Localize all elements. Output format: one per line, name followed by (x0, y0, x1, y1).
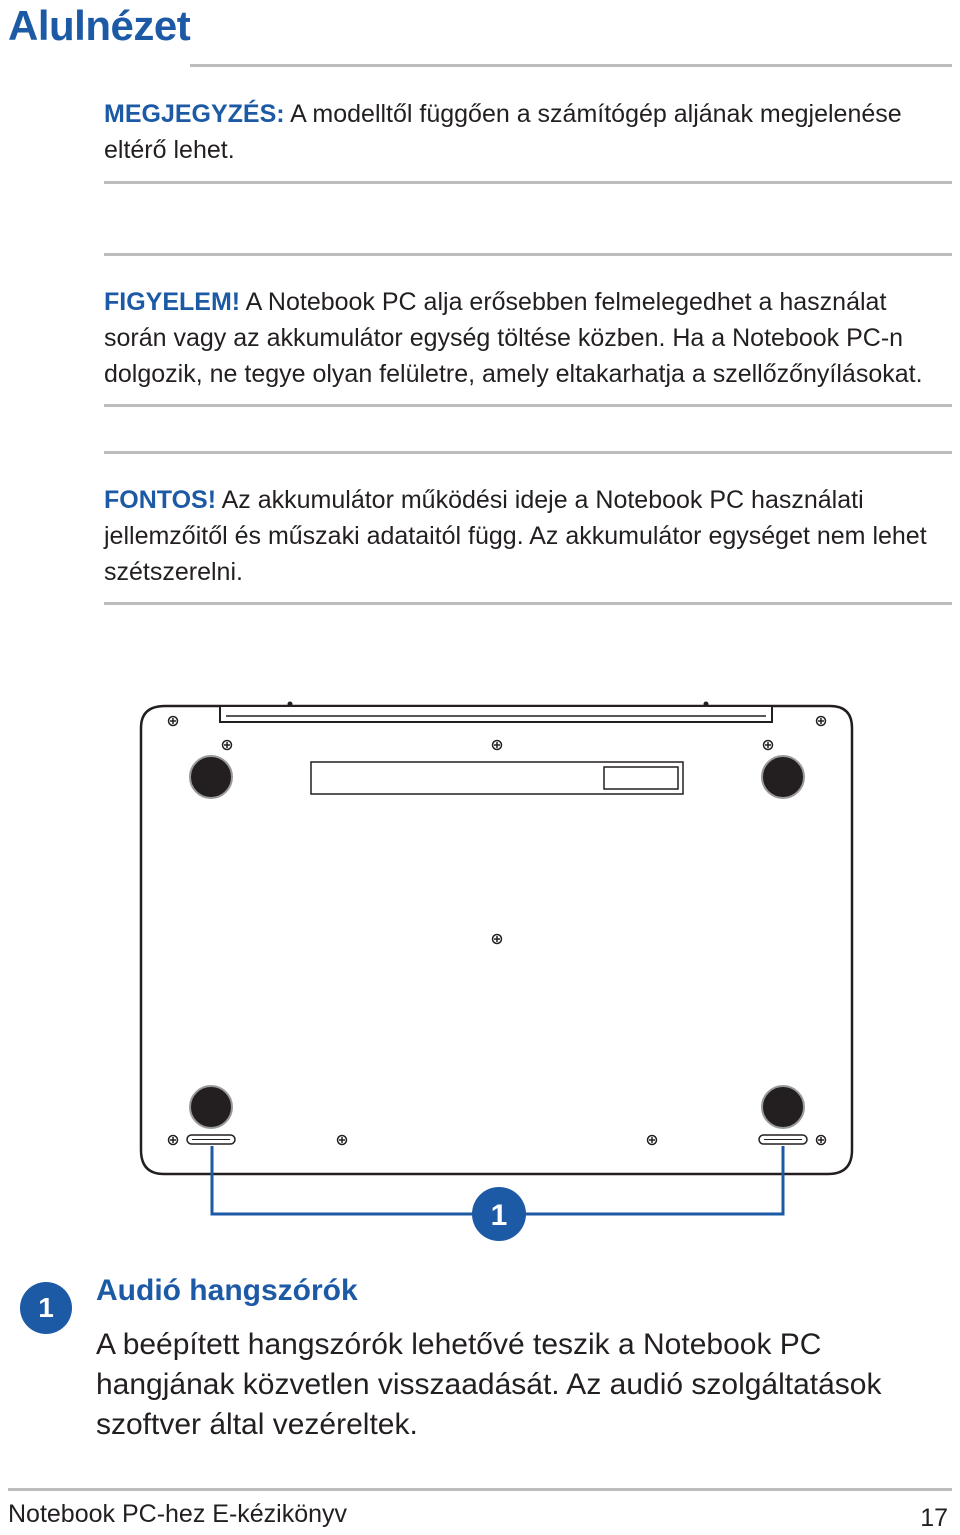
screw-icon (648, 1136, 657, 1145)
note-divider (104, 404, 952, 407)
legend-title: Audió hangszórók (96, 1274, 358, 1307)
laptop-bottom-diagram (0, 690, 960, 1250)
note-divider (104, 253, 952, 256)
note-text: A Notebook PC alja erősebben felmelegedhet a használat során vagy az akkumulátor egység töltése közben. Ha a Notebook PC-n dolgozik, ne tegye olyan felületre, amely eltakarhatja a szellőzőnyílásokat. (104, 288, 923, 388)
note-text: Az akkumulátor működési ideje a Notebook PC használati jellemzőitől és műszaki adataitól függ. Az akkumulátor egységet nem lehet szétszerelni. (104, 486, 927, 586)
screw-icon (169, 717, 178, 726)
hinge (220, 706, 772, 722)
screw-icon (338, 1136, 347, 1145)
note-divider (104, 451, 952, 454)
legend-description: A beépített hangszórók lehetővé teszik a Notebook PC hangjának közvetlen visszaadását. Az audió szolgáltatások szoftver által vezéreltek. (96, 1328, 882, 1441)
screw-icon (223, 741, 232, 750)
note-megjegyzes (104, 96, 944, 168)
note-keyword: FIGYELEM! (104, 288, 241, 316)
rubber-foot (762, 756, 804, 798)
footer-manual-title: Notebook PC-hez E-kézikönyv (8, 1500, 348, 1528)
rubber-foot (762, 1086, 804, 1128)
note-divider (104, 602, 952, 605)
note-figyelem (104, 284, 944, 392)
note-keyword: MEGJEGYZÉS: (104, 100, 285, 128)
page-title: Alulnézet (8, 2, 191, 49)
hinge-dot (288, 702, 293, 707)
note-fontos (104, 482, 944, 590)
rubber-foot (190, 1086, 232, 1128)
note-keyword: FONTOS! (104, 486, 217, 514)
screw-icon (817, 717, 826, 726)
callout-number: 1 (490, 1199, 508, 1232)
screw-icon (493, 935, 502, 944)
footer-divider (8, 1488, 952, 1491)
screws (169, 717, 826, 1145)
note-divider (104, 181, 952, 184)
screw-icon (764, 741, 773, 750)
rubber-foot (190, 756, 232, 798)
title-divider (190, 64, 952, 67)
screw-icon (493, 741, 502, 750)
screw-icon (169, 1136, 178, 1145)
screw-icon (817, 1136, 826, 1145)
note-text: A modelltől függően a számítógép aljának megjelenése eltérő lehet. (104, 100, 902, 164)
legend-number-badge: 1 (20, 1282, 72, 1334)
hinge-dot (704, 702, 709, 707)
label-sticker (604, 767, 678, 789)
page-number: 17 (920, 1504, 948, 1532)
